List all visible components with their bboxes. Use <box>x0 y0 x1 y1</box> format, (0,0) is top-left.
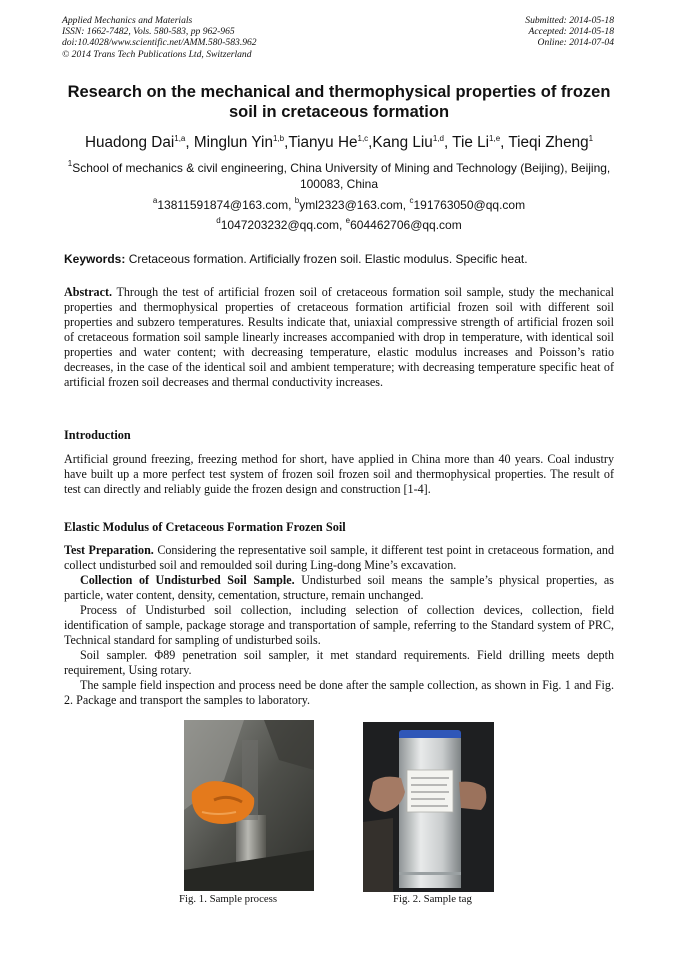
author-1: Huadong Dai$^{1,a}$, <box>84 134 194 151</box>
author-list <box>40 134 638 152</box>
paragraph-collection: Collection of Undisturbed Soil Sample. Undisturbed soil means the sample’s physical properties, as particle, water content, density, cementation, structure, remain unchanged. <box>64 573 615 602</box>
sample-process-illustration <box>184 720 314 891</box>
author-5: Tie Li$^{1,e}$, <box>452 134 509 151</box>
author-3: Tianyu He$^{1,c}$, <box>288 134 373 151</box>
paragraph-test-preparation: Test Preparation. Considering the representative soil sample, it different test point in cretaceous formation, and collect undisturbed soil and remoulded soil during Ling-dong Mine’s excavation. <box>64 543 615 572</box>
email-line-2: $^d$1047203232@qq.com, $^e$604462706@qq.com <box>216 216 462 232</box>
figure-2-sample-tag-photo <box>363 722 494 892</box>
affiliation: $^1$School of mechanics & civil engineering, China University of Mining and Technology (Beijing), Beijing, 100083, China <box>67 159 611 191</box>
accepted-date: Accepted: 2014-05-18 <box>528 26 614 38</box>
figure-2-caption: Fig. 2. Sample tag <box>393 893 472 905</box>
online-date: Online: 2014-07-04 <box>537 37 614 49</box>
author-2: Minglun Yin$^{1,b}$, <box>193 134 289 151</box>
paper-title: Research on the mechanical and thermophysical properties of frozen soil in cretaceous formation <box>67 83 611 121</box>
author-4: Kang Liu$^{1,d}$, <box>372 134 453 151</box>
abstract <box>64 285 614 390</box>
journal-header-right <box>525 15 614 49</box>
section-heading-elastic-modulus: Elastic Modulus of Cretaceous Formation Frozen Soil <box>64 520 346 534</box>
email-line-1: $^a$13811591874@163.com, $^b$yml2323@163.com, $^c$191763050@qq.com <box>152 196 526 212</box>
keywords <box>64 252 528 266</box>
journal-issn: ISSN: 1662-7482, Vols. 580-583, pp 962-965 <box>62 26 235 38</box>
figure-1-caption: Fig. 1. Sample process <box>179 893 278 905</box>
paragraph-process: Process of Undisturbed soil collection, including selection of collection devices, collection, field identification of sample, package storage and transportation of sample, referring to the Standard system of PRC, Technical standard for sampling of undisturbed soils. <box>64 603 614 647</box>
introduction-text: Artificial ground freezing, freezing method for short, have applied in China more than 40 years. Coal industry have built up a more perfect test system of frozen soil frozen soil and thermophysical properties. The result of test can directly and reliably guide the frozen design and construction [1-4]. <box>64 452 614 496</box>
journal-doi: doi:10.4028/www.scientific.net/AMM.580-583.962 <box>62 37 257 49</box>
paragraph-field-inspection: The sample field inspection and process need be done after the sample collection, as shown in Fig. 1 and Fig. 2. Package and transport the samples to laboratory. <box>64 678 614 707</box>
keywords-text: Cretaceous formation. Artificially frozen soil. Elastic modulus. Specific heat. <box>125 252 528 266</box>
figure-1-sample-process-photo <box>184 720 314 891</box>
keywords-label: Keywords: <box>64 252 126 266</box>
journal-copyright: © 2014 Trans Tech Publications Ltd, Switzerland <box>62 48 252 60</box>
paragraph-soil-sampler: Soil sampler. Φ89 penetration soil sampler, it met standard requirements. Field drilling meets depth requirement, Using rotary. <box>64 648 614 677</box>
abstract-text: Through the test of artificial frozen soil of cretaceous formation soil sample, study the mechanical properties and thermophysical properties of cretaceous formation artificial frozen soil with different soil properties and subzero temperatures. Results indicate that, uniaxial compressive strength of artificial frozen soil of cretaceous formation soil sample linearly increases accompanied with drop in temperature, with identical soil properties and water content; with decreasing temperature, elastic modulus increases and Poisson’s ratio decreases, in the case of the identical soil and ambient temperature; with decreasing temperature specific heat of artificial frozen soil decreases and thermal conductivity increases. <box>64 285 614 389</box>
author-6: Tieqi Zheng$^1$ <box>508 134 594 151</box>
journal-name: Applied Mechanics and Materials <box>62 15 193 26</box>
section-body <box>64 543 614 708</box>
introduction-heading: Introduction <box>64 428 131 442</box>
submitted-date: Submitted: 2014-05-18 <box>525 15 614 26</box>
abstract-label: Abstract. <box>64 285 113 299</box>
journal-header-left <box>62 15 257 60</box>
sample-tag-illustration <box>363 722 494 892</box>
